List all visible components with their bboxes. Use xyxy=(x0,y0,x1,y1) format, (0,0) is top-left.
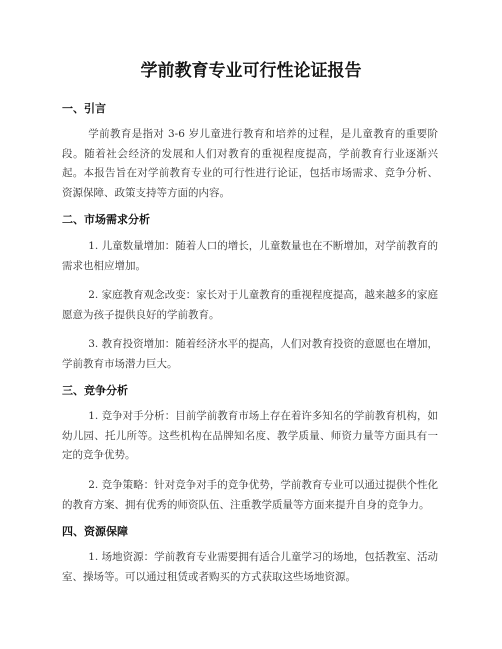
paragraph-competition-1: 1. 竞争对手分析：目前学前教育市场上存在着许多知名的学前教育机构，如幼儿园、托儿所等。这些机构在品牌知名度、教学质量、师资力量等方面具有一定的竞争优势。 xyxy=(62,410,438,461)
paragraph-resources-1: 1. 场地资源：学前教育专业需要拥有适合儿童学习的场地，包括教室、活动室、操场等。可以通过租赁或者购买的方式获取这些场地资源。 xyxy=(62,551,438,583)
paragraph-market-demand-3: 3. 教育投资增加：随着经济水平的提高，人们对教育投资的意愿也在增加，学前教育市场潜力巨大。 xyxy=(62,338,438,370)
paragraph-competition-2: 2. 竞争策略：针对竞争对手的竞争优势，学前教育专业可以通过提供个性化的教育方案、拥有优秀的师资队伍、注重教学质量等方面来提升自身的竞争力。 xyxy=(62,479,438,511)
section-heading-competition: 三、竞争分析 xyxy=(62,384,128,397)
document-title: 学前教育专业可行性论证报告 xyxy=(140,61,362,81)
section-heading-market-demand: 二、市场需求分析 xyxy=(62,213,150,226)
section-heading-introduction: 一、引言 xyxy=(62,102,106,115)
section-heading-resources: 四、资源保障 xyxy=(62,525,128,538)
paragraph-introduction: 学前教育是指对 3-6 岁儿童进行教育和培养的过程，是儿童教育的重要阶段。随着社会经济的发展和人们对教育的重视程度提高，学前教育行业逐渐兴起。本报告旨在对学前教育专业的可行性进行论证，包括市场需求、竞争分析、资源保障、政策支持等方面的内容。 xyxy=(62,128,438,199)
paragraph-market-demand-1: 1. 儿童数量增加：随着人口的增长，儿童数量也在不断增加，对学前教育的需求也相应增加。 xyxy=(62,240,438,272)
paragraph-market-demand-2: 2. 家庭教育观念改变：家长对于儿童教育的重视程度提高，越来越多的家庭愿意为孩子提供良好的学前教育。 xyxy=(62,289,438,321)
